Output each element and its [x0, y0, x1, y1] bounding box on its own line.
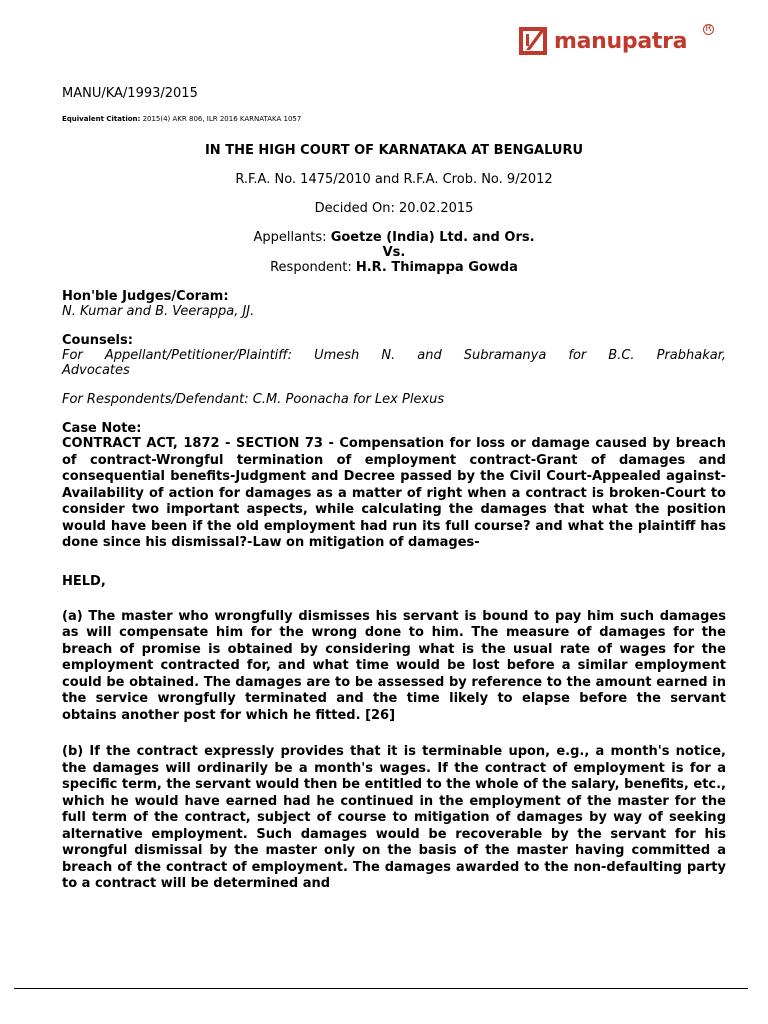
- respondent-value: H.R. Thimappa Gowda: [355, 260, 518, 275]
- appellants-line: [62, 230, 726, 245]
- manupatra-logo: [518, 24, 714, 58]
- held-paragraph-a: (a) The master who wrongfully dismisses his servant is bound to pay him such damages as will compensate him for the wrong done to him. The measure of damages for the breach of promise is obtained by considering what is the usual rate of wages for the employment contracted for, and what time would be lost before a similar employment could be obtained. The damages are to be assessed by reference to the amount earned in the service wrongfully terminated and the time likely to elapse before the servant obtains another post for which he fitted. [26]: [62, 608, 726, 723]
- manupatra-logo-icon: [518, 26, 548, 56]
- judgment-document: [62, 86, 726, 893]
- respondent-line: [62, 260, 726, 275]
- judges-heading: Hon'ble Judges/Coram:: [62, 289, 229, 304]
- held-heading: HELD,: [62, 573, 106, 589]
- appellants-label: Appellants:: [253, 230, 331, 245]
- case-note-body: CONTRACT ACT, 1872 - SECTION 73 - Compensation for loss or damage caused by breach of contract-Wrongful termination of employment contract-Grant of damages and consequential benefits-Judgment and Decree passed by the Civil Court-Appealed against-Availability of action for damages as a matter of right when a contract is broken-Court to consider two important aspects, while calculating the damages that what the position would have been if the old employment had run its full course? and what the plaintiff has done since his dismissal?-Law on mitigation of damages-: [62, 436, 726, 550]
- equivalent-citation: [62, 115, 726, 123]
- equivalent-citation-value: 2015(4) AKR 806, ILR 2016 KARNATAKA 1057: [142, 115, 302, 123]
- decided-date: Decided On: 20.02.2015: [314, 201, 474, 216]
- held-paragraph-b: (b) If the contract expressly provides that it is terminable upon, e.g., a month's notice, the damages will ordinarily be a month's wages. If the contract of employment is for a specific term, the servant would then be entitled to the whole of the salary, benefits, etc., which he would have earned had he continued in the employment of the master for the full term of the contract, subject of course to mitigation of damages by way of seeking alternative employment. Such damages would be recoverable by the servant for his wrongful dismissal by the master only on the basis of the master having committed a breach of the contract of employment. The damages awarded to the non-defaulting party to a contract will be determined and: [62, 744, 726, 891]
- citation-id: MANU/KA/1993/2015: [62, 86, 198, 101]
- court-name: IN THE HIGH COURT OF KARNATAKA AT BENGALURU: [204, 143, 584, 158]
- counsel-appellant-cont: Advocates: [62, 363, 130, 378]
- logo-text: manupatra: [554, 28, 688, 54]
- counsels-heading: Counsels:: [62, 333, 133, 348]
- case-number: R.F.A. No. 1475/2010 and R.F.A. Crob. No. 9/2012: [235, 172, 553, 187]
- respondent-label: Respondent:: [270, 260, 356, 275]
- versus: Vs.: [382, 245, 406, 260]
- case-note-heading: Case Note:: [62, 421, 142, 436]
- equivalent-citation-label: Equivalent Citation:: [62, 115, 141, 123]
- appellants-value: Goetze (India) Ltd. and Ors.: [330, 230, 535, 245]
- counsel-respondent: For Respondents/Defendant: C.M. Poonacha for Lex Plexus: [62, 392, 445, 407]
- registered-mark: R: [703, 24, 714, 35]
- counsel-appellant: For Appellant/Petitioner/Plaintiff: Umesh N. and Subramanya for B.C. Prabhakar,: [62, 348, 726, 363]
- footer-divider: [14, 988, 748, 989]
- judges-names: N. Kumar and B. Veerappa, JJ.: [62, 304, 255, 319]
